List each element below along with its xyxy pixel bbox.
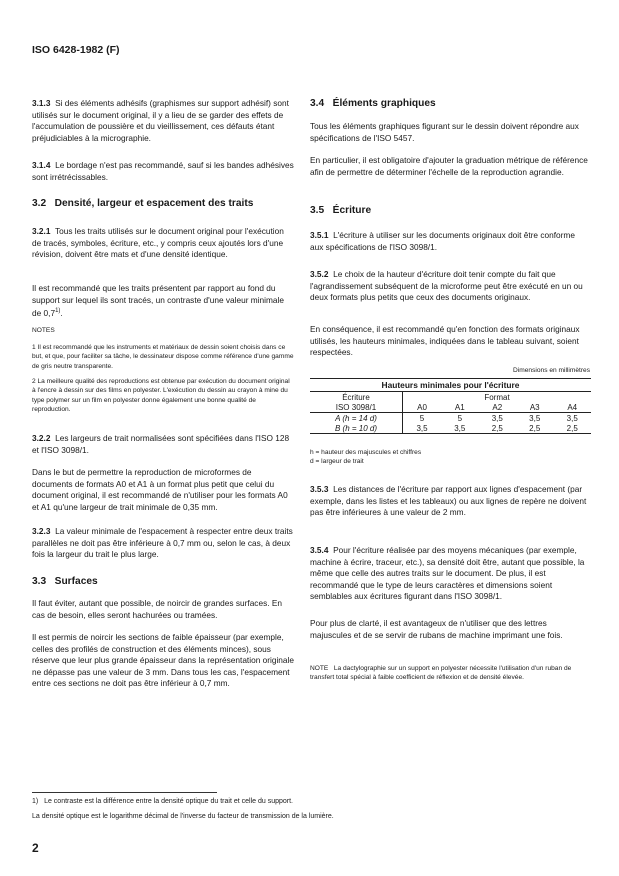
table-format-a0: A0: [417, 402, 427, 412]
table-cell: 5: [419, 413, 425, 423]
table-cell: 3,5: [454, 423, 466, 433]
para-3-4-b: En particulier, il est obligatoire d'ajouter la graduation métrique de référence afin de permettre de déterminer l'échelle de la reproduction agrandie.: [310, 155, 588, 177]
table-cell: 2,5: [491, 423, 503, 433]
table-format-a1: A1: [454, 402, 465, 412]
table-row: [310, 423, 591, 434]
table-legend-d: d = largeur de trait: [310, 458, 364, 465]
para-3-5-4-b: Pour plus de clarté, il est avantageux de n'utiliser que des lettres majuscules et de se servir de rubans de machine imprimant une fois.: [310, 618, 563, 640]
table-cell: 2,5: [566, 423, 578, 433]
table-cell: 3,5: [529, 413, 541, 423]
notes-title: NOTES: [32, 327, 55, 334]
footnote-separator: [32, 792, 217, 793]
note-1: 1 Il est recommandé que les instruments et matériaux de dessin soient choisis dans ce but, et que, pour faciliter sa tâche, le dessinateur dispose comme référence d'une gamme de gris neutre transparente.: [32, 344, 294, 370]
table-format-label: Format: [484, 392, 510, 402]
table-cell: 3,5: [416, 423, 428, 433]
para-3-2-1-contrast: Il est recommandé que les traits présentent par rapport au fond du support sur lequel ils sont tracés, un contraste d'une valeur minimale de 0,7$^{1)}$.: [32, 283, 285, 318]
page-number: 2: [32, 841, 39, 855]
heading-3-2: 3.2 Densité, largeur et espacement des traits: [32, 198, 254, 209]
para-3-2-2-microforms: Dans le but de permettre la reproduction de microformes de documents de formats A0 et A1 à un format plus petit que celui du document original, il est recommandé de n'utiliser pour les formats A0 et A1 qu'une largeur de trait minimale de 0,35 mm.: [32, 467, 288, 512]
footnote-1-continued: La densité optique est le logarithme décimal de l'inverse du facteur de transmission de la lumière.: [32, 813, 334, 820]
table-cell: 3,5: [566, 413, 578, 423]
para-3-5-3: 3.5.3 Les distances de l'écriture par rapport aux lignes d'espacement (par exemple, dans les listes et les tableaux) ou aux lignes de repère ne doivent pas être inférieures à une valeur de 2 mm.: [310, 484, 587, 518]
table-row-label: A (h = 14 d): [310, 413, 403, 424]
table-row-label: B (h = 10 d): [310, 423, 403, 434]
para-3-2-2: 3.2.2 Les largeurs de trait normalisées sont spécifiées dans l'ISO 128 et l'ISO 3098/1.: [32, 433, 290, 455]
table-cell: 2,5: [529, 423, 541, 433]
table-format-a2: A2: [492, 402, 503, 412]
para-3-4-a: Tous les éléments graphiques figurant sur le dessin doivent répondre aux spécifications de l'ISO 5457.: [310, 121, 579, 143]
table-row: [310, 413, 591, 424]
para-3-3-a: Il faut éviter, autant que possible, de noircir de grandes surfaces. En cas de besoin, elles seront hachurées ou tramées.: [32, 598, 282, 620]
para-3-5-2-b: En conséquence, il est recommandé qu'en fonction des formats originaux utilisés, les hauteurs minimales, indiquées dans le tableau suivant, soient respectées.: [310, 324, 580, 358]
para-3-2-3: 3.2.3 La valeur minimale de l'espacement à respecter entre deux traits parallèles ne doit pas être inférieure à 0,7 mm ou, selon le cas, à deux fois la largeur du trait le plus large.: [32, 526, 293, 560]
table-format-a4: A4: [567, 402, 578, 412]
table-legend-h: h = hauteur des majuscules et chiffres: [310, 449, 422, 456]
page-header: ISO 6428-1982 (F): [32, 44, 120, 56]
para-3-1-3: 3.1.3 Si des éléments adhésifs (graphismes sur support adhésif) sont utilisés sur le document original, il y a lieu de se garder des effets de l'accumulation de poussière et du vieillissement, ces défauts étant préjudiciables à la micrographie.: [32, 98, 289, 143]
note-2: 2 La meilleure qualité des reproductions est obtenue par exécution du document original à l'encre à dessin sur des films en polyester. L'exécution du dessin au crayon à mine du type polymer sur un film en polyester donne également une bonne qualité de reproduction.: [32, 378, 290, 413]
table-title: Hauteurs minimales pour l'écriture: [310, 379, 591, 392]
table-col0-line1: Écriture: [310, 392, 403, 403]
para-3-2-1: 3.2.1 Tous les traits utilisés sur le document original pour l'exécution de tracés, symboles, écriture, etc., y compris ceux ajoutés lors d'une révision, doivent être mats et d'une densité identique.: [32, 226, 284, 260]
para-3-5-4: 3.5.4 Pour l'écriture réalisée par des moyens mécaniques (par exemple, machine à écrire, traceur, etc.), sa densité doit être, autant que possible, la même que celle des autres traits sur le document. De plus, il est recommandé que le type de leurs caractères et dimensions soient semblables aux écritures figurant dans l'ISO 3098/1.: [310, 545, 585, 602]
footnote-1: 1) Le contraste est la différence entre la densité optique du trait et celle du support.: [32, 798, 293, 805]
para-3-5-1: 3.5.1 L'écriture à utiliser sur les documents originaux doit être conforme aux spécifications de l'ISO 3098/1.: [310, 230, 575, 252]
heading-3-4: 3.4 Éléments graphiques: [310, 98, 436, 109]
writing-height-table: [310, 378, 591, 434]
table-units: Dimensions en millimètres: [513, 367, 590, 374]
table-format-a3: A3: [529, 402, 540, 412]
heading-3-3: 3.3 Surfaces: [32, 576, 98, 587]
table-cell: 3,5: [491, 413, 503, 423]
para-3-1-4: 3.1.4 Le bordage n'est pas recommandé, sauf si les bandes adhésives sont irrétrécissables.: [32, 160, 294, 182]
table-cell: 5: [457, 413, 463, 423]
table-col0-line2: ISO 3098/1: [310, 402, 403, 413]
heading-3-5: 3.5 Écriture: [310, 205, 372, 216]
para-3-3-b: Il est permis de noircir les sections de faible épaisseur (par exemple, celles des profilés de construction et des éléments minces), sous réserve que leur plus grande épaisseur dans la représentation originale ne dépasse pas une valeur de 3 mm. Dans tous les cas, l'espacement entre ces sections ne doit pas être inférieur à 0,7 mm.: [32, 632, 294, 689]
para-3-5-2: 3.5.2 Le choix de la hauteur d'écriture doit tenir compte du fait que l'agrandissement subséquent de la microforme peut être exécuté en un ou deux formats plus petits que ceux des documents originaux.: [310, 269, 583, 303]
note-typewriter: NOTE La dactylographie sur un support en polyester nécessite l'utilisation d'un ruban de transfert total spécial à faible coefficient de réflexion et de densité élevée.: [310, 665, 572, 682]
